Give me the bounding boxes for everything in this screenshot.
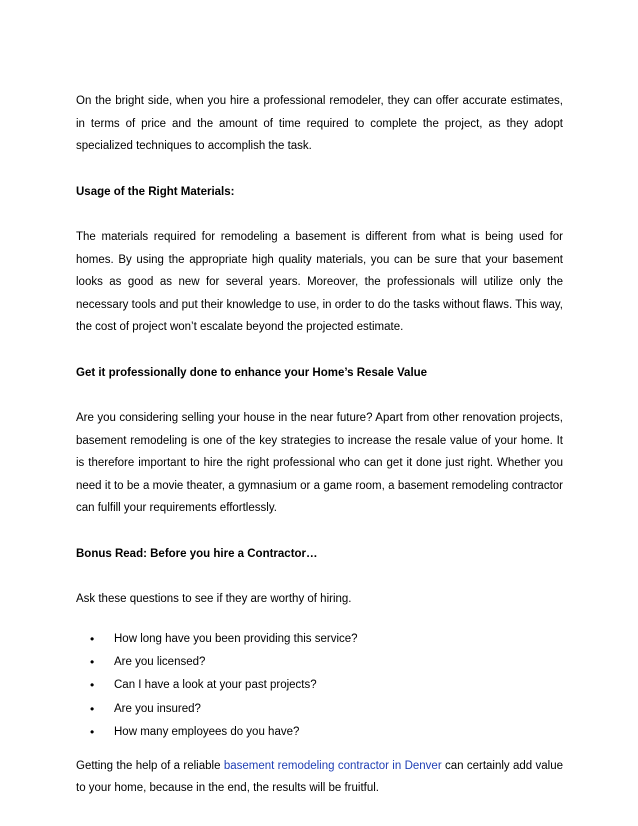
materials-paragraph: The materials required for remodeling a basement is different from what is being used for homes. By using the appropriate high quality materials, you can be sure that your basement looks as good as new for several years. Moreover, the professionals will utilize only the necessary tools and put their knowledge to use, in order to do the tasks without flaws. This way, the cost of project won’t escalate beyond the projected estimate. bbox=[76, 231, 563, 333]
list-item bbox=[76, 628, 563, 651]
list-item bbox=[76, 651, 563, 674]
heading-resale-value: Get it professionally done to enhance your Home’s Resale Value bbox=[76, 366, 428, 379]
question-text: Are you insured? bbox=[114, 702, 201, 715]
resale-paragraph: Are you considering selling your house in the near future? Apart from other renovation projects, basement remodeling is one of the key strategies to increase the resale value of your home. It is therefore important to hire the right professional who can get it done just right. Whether you need it to be a movie theater, a gymnasium or a game room, a basement remodeling contractor can fulfill your requirements effortlessly. bbox=[76, 412, 563, 514]
bullet-icon: • bbox=[90, 725, 95, 740]
closing-text-before: Getting the help of a reliable bbox=[76, 759, 224, 772]
heading-right-materials: Usage of the Right Materials: bbox=[76, 185, 235, 198]
list-item bbox=[76, 721, 563, 744]
list-item bbox=[76, 698, 563, 721]
question-text: How many employees do you have? bbox=[114, 726, 300, 739]
bullet-icon: • bbox=[90, 701, 95, 716]
intro-paragraph: On the bright side, when you hire a professional remodeler, they can offer accurate estimates, in terms of price and the amount of time required to complete the project, as they adopt specialized techniques to accomplish the task. bbox=[76, 95, 563, 152]
closing-paragraph bbox=[76, 755, 563, 800]
bullet-icon: • bbox=[90, 631, 95, 646]
question-text: Are you licensed? bbox=[114, 655, 206, 668]
contractor-denver-link[interactable]: basement remodeling contractor in Denver bbox=[223, 759, 442, 772]
bullet-icon: • bbox=[90, 654, 95, 669]
questions-intro-paragraph: Ask these questions to see if they are worthy of hiring. bbox=[76, 593, 352, 605]
questions-list bbox=[76, 628, 563, 745]
heading-bonus-read: Bonus Read: Before you hire a Contractor… bbox=[76, 547, 318, 560]
bullet-icon: • bbox=[90, 678, 95, 693]
question-text: Can I have a look at your past projects? bbox=[114, 679, 317, 692]
question-text: How long have you been providing this service? bbox=[114, 632, 358, 645]
list-item bbox=[76, 674, 563, 697]
document-page bbox=[76, 90, 563, 800]
closing-text-after: can certainly add value to your home, because in the end, the results will be fruitful. bbox=[76, 759, 563, 795]
